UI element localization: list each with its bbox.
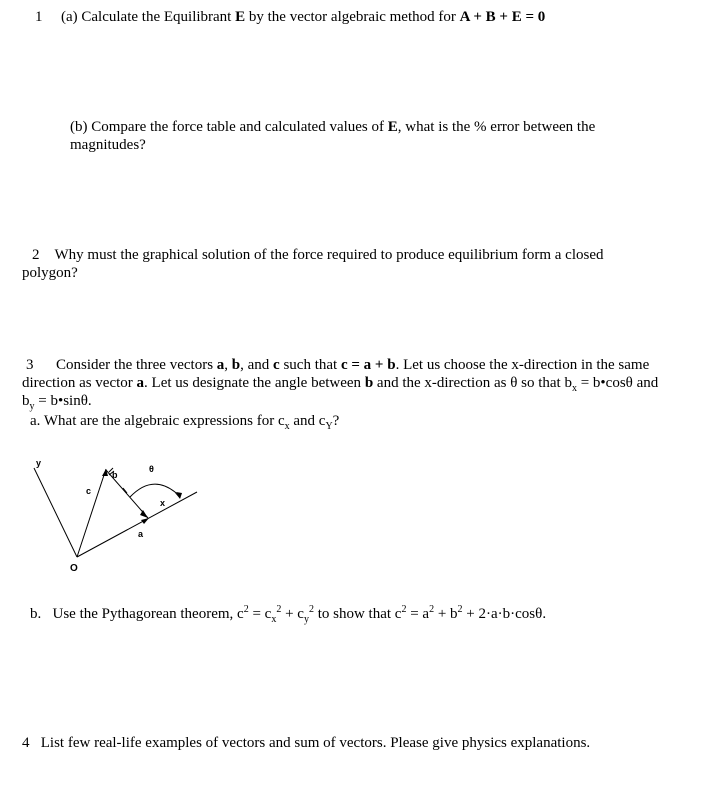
- question-2: [22, 246, 642, 282]
- question-4-text: List few real-life examples of vectors and sum of vectors. Please give physics explanations.: [40, 735, 591, 751]
- question-4: [22, 734, 590, 752]
- question-number: 4: [22, 735, 30, 751]
- question-3b-text: b. Use the Pythagorean theorem, $c^2 = c_x^2 + c_y^2$ to show that $c^2 = a^2 + b^2 + 2\cdot a\cdot b\cdot\cos\theta$.: [30, 604, 547, 625]
- label-b: b: [112, 470, 118, 480]
- vector-b-arrowhead: [140, 510, 148, 518]
- theta-arc-arrowhead: [176, 492, 182, 499]
- question-3: 3 Consider the three vectors a, b, and c such that c = a + b. Let us choose the x-direction in the same direction as vector a. Let us designate the angle between b and the x-direction as θ so that $b_x$ = b•cosθ and $b_y$ = b•sinθ.: [22, 357, 659, 412]
- label-x: x: [160, 498, 166, 508]
- question-1a-text: (a) Calculate the Equilibrant E by the vector algebraic method for A + B + E = 0: [61, 9, 546, 25]
- label-theta: θ: [149, 464, 154, 474]
- theta-arc: [130, 484, 180, 498]
- question-1: [35, 8, 546, 26]
- vector-diagram: [30, 452, 210, 577]
- question-number: 1: [35, 9, 43, 25]
- question-number: 2: [32, 247, 40, 263]
- label-c: c: [86, 486, 92, 496]
- question-3a-text: a. What are the algebraic expressions for $c_x$ and $c_Y$?: [30, 413, 340, 432]
- label-y: y: [36, 458, 42, 468]
- question-number: 3: [26, 357, 34, 373]
- label-origin: O: [70, 563, 78, 574]
- y-axis-line: [34, 468, 77, 557]
- question-2-text: Why must the graphical solution of the force required to produce equilibrium form a closed polygon?: [22, 247, 604, 281]
- vector-c-arrowhead: [102, 469, 108, 476]
- vector-a-arrowhead: [141, 518, 149, 524]
- label-a: a: [138, 529, 144, 539]
- question-1b-text: (b) Compare the force table and calculated values of E, what is the % error between the magnitudes?: [70, 119, 596, 153]
